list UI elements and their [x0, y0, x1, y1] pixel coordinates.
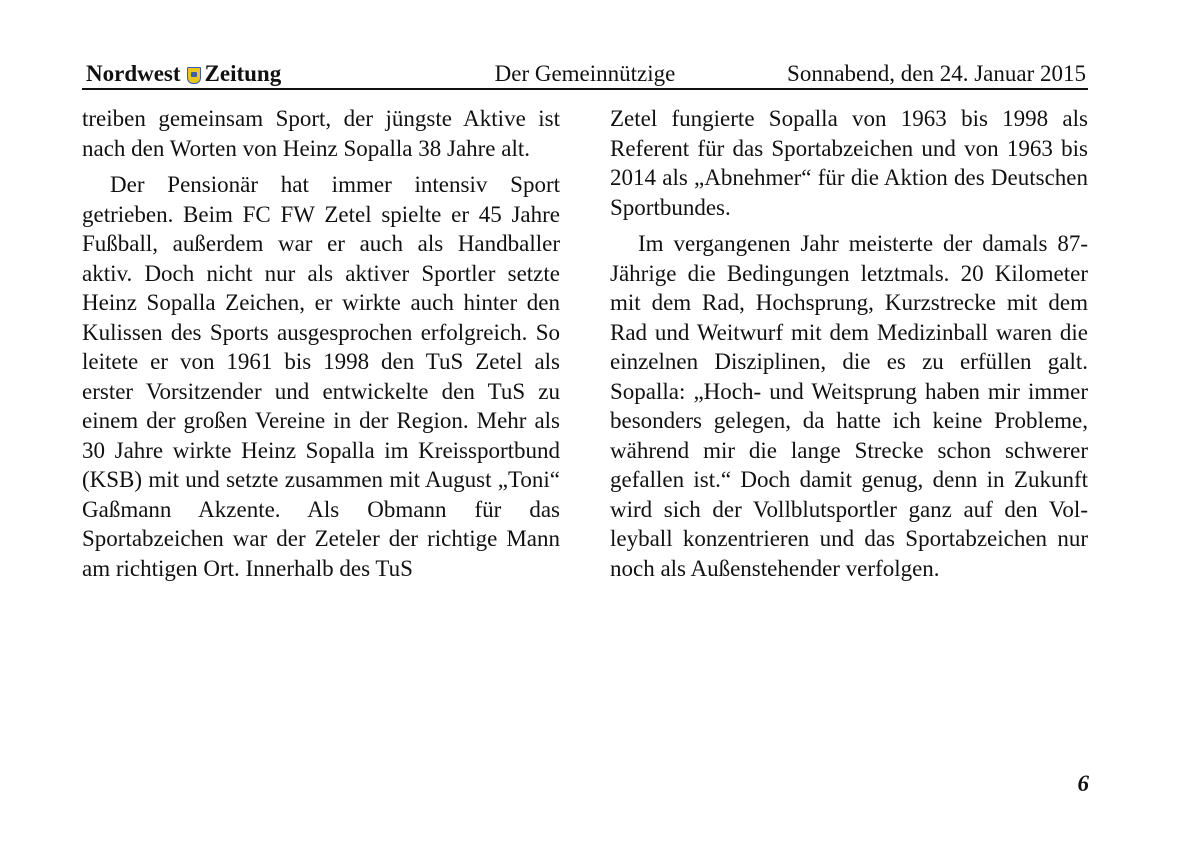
- article-column-right: [610, 104, 1088, 583]
- section-title: Der Gemeinnützige: [494, 61, 676, 86]
- paragraph: Im vergangenen Jahr meisterte der damals 87-Jährige die Bedingungen letztmals. 20 Kilometer mit dem Rad, Hochsprung, Kurzstrecke mit dem Rad und Weitwurf mit dem Medizinball waren die einzelnen Disziplinen, die es zu erfüllen galt. Sopalla: „Hoch- und Weitsprung haben mir immer besonders gelegen, da hatte ich keine Probleme, während mir die lange Strecke schon schwerer gefallen ist.“ Doch damit genug, denn in Zukunft wird sich der Vollblutsportler ganz auf den Volleyball konzentrieren und das Sportabzeichen nur noch als Außenstehender verfolgen.: [610, 231, 1088, 581]
- page-number: 6: [1077, 771, 1089, 796]
- page-header: [82, 58, 1088, 90]
- issue-date: Sonnabend, den 24. Januar 2015: [787, 61, 1086, 86]
- masthead-nordwest: Nordwest: [86, 61, 181, 86]
- paragraph: Zetel fungierte Sopalla von 1963 bis 1998 als Referent für das Sportabzeichen und von 1963 bis 2014 als „Abnehmer“ für die Aktion des Deutschen Sportbundes.: [610, 106, 1088, 220]
- paragraph: Der Pensionär hat immer intensiv Sport getrieben. Beim FC FW Zetel spielte er 45 Jahre Fußball, außerdem war er auch als Handballer aktiv. Doch nicht nur als aktiver Sportler setzte Heinz Sopalla Zeichen, er wirkte auch hinter den Kulissen des Sports ausgesprochen erfolgreich. So leitete er von 1961 bis 1998 den TuS Zetel als erster Vorsitzender und entwickelte den TuS zu einem der großen Vereine in der Region. Mehr als 30 Jahre wirkte Heinz Sopalla im Kreissportbund (KSB) mit und setzte zusammen mit August „Toni“ Gaßmann Akzente. Als Obmann für das Sportabzeichen war der Zeteler der richtige Mann am richtigen Ort. Innerhalb des TuS: [82, 172, 560, 581]
- masthead-zeitung: Zeitung: [204, 61, 282, 86]
- article-column-left: [82, 104, 560, 583]
- paragraph: treiben gemeinsam Sport, der jüngste Aktive ist nach den Worten von Heinz Sopalla 38 Jahre alt.: [82, 106, 560, 161]
